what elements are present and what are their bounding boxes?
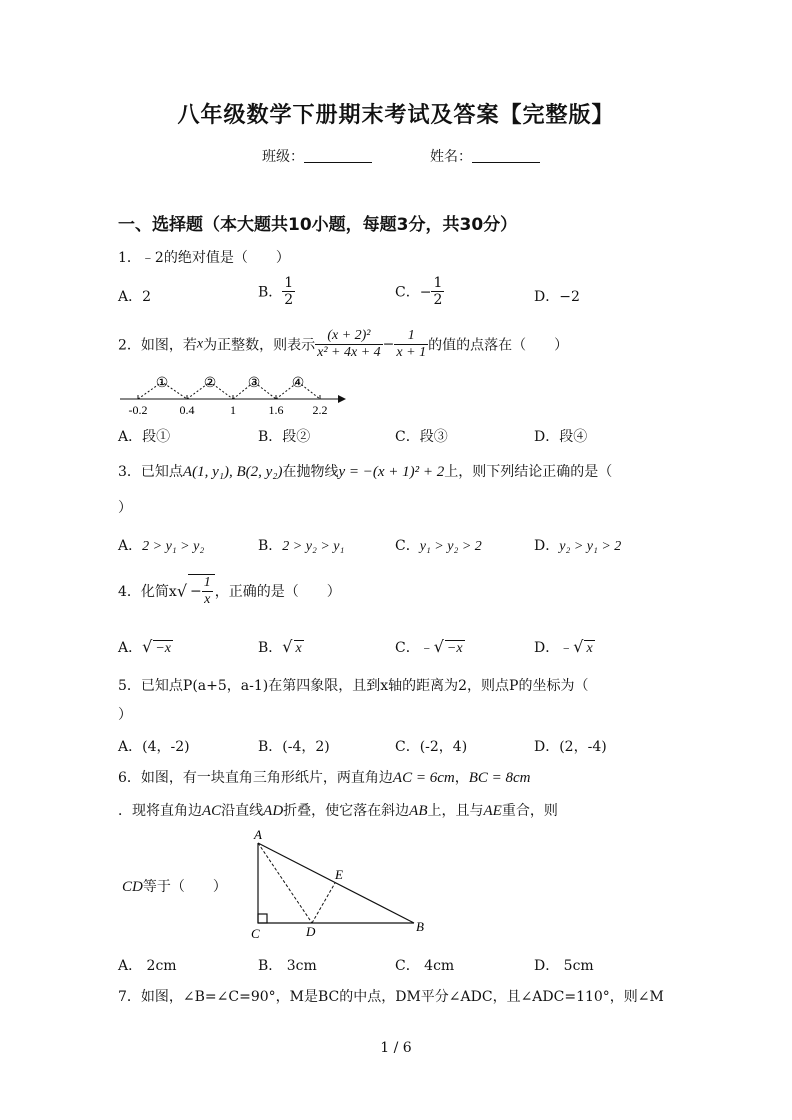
q6-option-d: D． 5cm [534,958,594,974]
q3-option-c [395,535,482,555]
q1-option-b-label: B． [258,284,283,301]
q5-option-d: D．(2，-4) [534,739,607,755]
q5-stem: 5．已知点P(a+5，a-1)在第四象限，且到x轴的距离为2，则点P的坐标为（ [118,678,589,694]
q2-number-line [116,368,350,420]
q4-rad-denominator: x [204,592,211,607]
q3-option-b [258,535,344,555]
q4-b-value: x [295,641,302,656]
q2-frac2-numerator: 1 [394,328,428,345]
q3-c-label: C． [395,538,420,554]
q4-option-c [395,637,465,657]
number-line-arrow [338,395,346,403]
q6-triangle-figure [246,826,436,946]
q2-option-d: D．段④ [534,429,588,445]
q3-option-a [118,535,204,555]
segment-label-4: ④ [291,376,305,391]
tick-label: -0.2 [128,403,148,417]
q6-line2-e: 重合，则 [501,803,558,819]
q1-c-numerator: 1 [433,275,443,291]
q6-ac-length: AC = 6cm [392,770,455,786]
vertex-d-label: D [306,924,316,939]
q3-stem [118,461,612,481]
q1-option-c-fraction [431,275,444,308]
q6-line2 [118,800,558,820]
q6-separator: ， [454,770,469,786]
q3-points: A(1, y₁), B(2, y₂) [182,464,283,480]
q6-line2-c: 折叠，使它落在斜边 [283,803,410,819]
q1-option-d: D．−2 [534,289,580,305]
q6-line1 [118,767,530,787]
q3-b-value: 2 > y₂ > y₁ [282,539,345,554]
fold-line-ad [258,843,312,923]
sqrt-icon: √ [176,581,188,601]
sqrt-icon: √ [573,637,584,656]
tick-label: 1 [230,403,236,417]
name-field [430,146,540,166]
q1-b-denominator: 2 [284,292,294,308]
q6-option-a: A． 2cm [118,958,177,974]
q1-option-a: A．2 [118,289,152,305]
q1-option-b-fraction [282,275,295,308]
q4-a-label: A． [118,640,143,656]
q2-fraction-2 [394,328,428,361]
q7-stem: 7．如图，∠B=∠C=90°，M是BC的中点，DM平分∠ADC，且∠ADC=110°，则∠M [118,989,664,1005]
q3-a-label: A． [118,538,143,554]
vertex-a-label: A [254,827,262,842]
q5-option-b: B．(-4，2) [258,739,330,755]
q6-line3 [122,876,227,896]
q3-stem-pre: 3．已知点 [118,464,183,480]
fold-line-de [312,883,335,923]
q2-stem-mid: 为正整数，则表示 [203,337,316,354]
q4-stem-post: ，正确的是（ ） [214,584,341,600]
tick-label: 1.6 [268,403,284,417]
q3-stem-mid: 在抛物线 [282,464,339,480]
q6-line2-d: 上，且与 [427,803,484,819]
q6-cd: CD [122,879,143,895]
q4-stem [118,574,341,608]
sqrt-icon: √ [282,637,293,656]
segment-label-1: ① [155,376,169,391]
q4-option-a [118,637,173,657]
q4-d-label: D．﹣ [534,640,574,656]
q1-option-b [258,275,295,308]
q2-frac2-denominator: x + 1 [396,345,427,360]
class-blank [304,148,372,163]
q3-d-label: D． [534,538,560,554]
class-field [262,146,372,166]
q6-line1-text: 6．如图，有一块直角三角形纸片，两直角边 [118,770,393,786]
q4-c-value: −x [446,641,463,656]
q3-a-value: 2 > y₁ > y₂ [142,539,205,554]
vertex-c-label: C [251,926,260,941]
name-blank [472,148,540,163]
q6-line2-a: ．现将直角边 [118,803,202,819]
q5-stem-end: ） [118,707,132,723]
q6-option-b: B． 3cm [258,958,317,974]
q2-fraction-1 [315,328,383,361]
q4-b-label: B． [258,640,283,656]
q6-ad: AD [263,803,284,819]
q6-ab: AB [409,803,428,819]
segment-label-2: ② [203,376,217,391]
sqrt-icon: √ [142,637,153,656]
q2-frac1-numerator: (x + 2)² [315,328,383,345]
sqrt-icon: √ [433,637,444,656]
q6-ae: AE [483,803,502,819]
page-number: 1 / 6 [380,1040,412,1056]
q3-d-value: y₂ > y₁ > 2 [559,539,622,554]
q2-option-a: A．段① [118,429,171,445]
q4-option-d [534,637,595,657]
q2-minus: − [382,336,395,353]
q4-d-value: x [586,641,593,656]
q1-b-numerator: 1 [284,275,294,291]
q1-stem: 1．﹣2的绝对值是（ ） [118,250,290,266]
q5-option-c: C．(-2，4) [395,739,468,755]
q3-stem-post: 上，则下列结论正确的是（ [444,464,613,480]
q3-stem-end: ） [118,500,132,516]
q5-option-a: A．(4，-2) [118,739,190,755]
class-label: 班级： [262,149,304,165]
q4-stem-pre: 4．化简x [118,584,177,600]
q2-stem-post: 的值的点落在（ ） [428,337,569,354]
name-label: 姓名： [430,149,472,165]
q6-line2-b: 沿直线 [221,803,264,819]
tick-label: 2.2 [312,403,328,417]
q2-option-b: B．段② [258,429,311,445]
q4-c-label: C．﹣ [395,640,434,656]
q3-b-label: B． [258,538,283,554]
q6-ac: AC [202,803,222,819]
q4-a-value: −x [155,641,171,656]
q6-line3-text: 等于（ ） [142,879,227,895]
q4-rad-minus: − [190,583,202,600]
right-angle-mark [258,914,267,923]
q2-stem [118,328,568,361]
q4-radicand [188,574,215,608]
q1-option-c [395,275,444,308]
q1-option-c-label: C．− [395,284,432,301]
q2-frac1-denominator: x² + 4x + 4 [317,345,381,360]
q3-c-value: y₁ > y₂ > 2 [419,539,482,554]
q6-bc-length: BC = 8cm [468,770,531,786]
q2-stem-pre: 2．如图，若 [118,337,197,354]
q3-option-d [534,535,621,555]
segment-label-3: ③ [247,376,261,391]
vertex-e-label: E [335,867,343,882]
q4-rad-fraction [202,575,213,608]
side-ab [258,843,414,923]
q2-var-x: x [196,336,204,352]
q2-option-c: C．段③ [395,429,448,445]
q4-rad-numerator: 1 [203,575,211,590]
vertex-b-label: B [416,919,424,934]
q3-parabola: y = −(x + 1)² + 2 [338,464,445,480]
q1-c-denominator: 2 [433,292,443,308]
page-title: 八年级数学下册期末考试及答案【完整版】 [177,103,615,128]
tick-label: 0.4 [179,403,195,417]
q6-option-c: C． 4cm [395,958,455,974]
q4-option-b [258,637,304,657]
section-heading: 一、选择题（本大题共10小题，每题3分，共30分） [118,215,518,235]
